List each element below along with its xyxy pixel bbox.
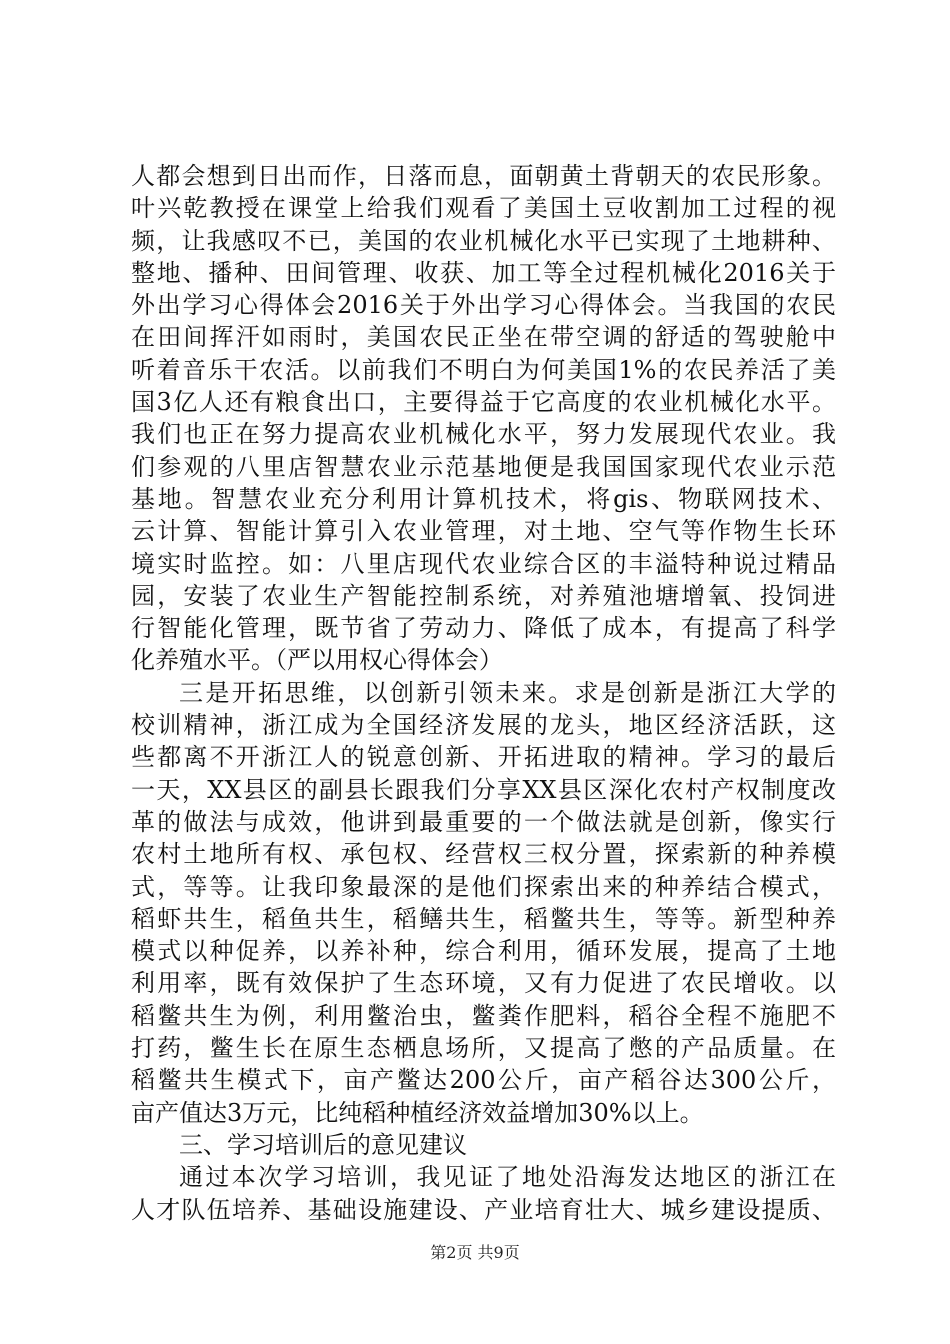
text-line: 模式以种促养，以养补种，综合利用，循环发展，提高了土地 [131,937,836,966]
text-line: 稻鳖共生为例，利用鳖治虫，鳖粪作肥料，稻谷全程不施肥不 [131,1001,836,1030]
text-line: 云计算、智能计算引入农业管理，对土地、空气等作物生长环 [131,517,836,546]
text-line: 打药，鳖生长在原生态栖息场所，又提高了憋的产品质量。在 [131,1034,836,1063]
text-line: 通过本次学习培训，我见证了地处沿海发达地区的浙江在 [179,1163,836,1192]
text-line: 外出学习心得体会2016关于外出学习心得体会。当我国的农民 [131,291,836,320]
text-line: 基地。智慧农业充分利用计算机技术，将gis、物联网技术、 [131,484,836,513]
text-line: 稻鳖共生模式下，亩产鳖达200公斤，亩产稻谷达300公斤， [131,1066,836,1095]
text-line: 行智能化管理，既节省了劳动力、降低了成本，有提高了科学 [131,614,836,643]
text-line: 我们也正在努力提高农业机械化水平，努力发展现代农业。我 [131,420,836,449]
text-line: 频，让我感叹不已，美国的农业机械化水平已实现了土地耕种、 [131,226,836,255]
text-line: 叶兴乾教授在课堂上给我们观看了美国土豆收割加工过程的视 [131,194,836,223]
text-line: 一天，XX县区的副县长跟我们分享XX县区深化农村产权制度改 [131,775,836,804]
document-body [131,160,836,1226]
text-line: 整地、播种、田间管理、收获、加工等全过程机械化2016关于 [131,258,836,287]
text-line: 们参观的八里店智慧农业示范基地便是我国国家现代农业示范 [131,452,836,481]
text-line: 化养殖水平。（严以用权心得体会） [131,646,503,675]
text-line: 利用率，既有效保护了生态环境，又有力促进了农民增收。以 [131,969,836,998]
text-line: 革的做法与成效，他讲到最重要的一个做法就是创新，像实行 [131,807,836,836]
text-line: 人都会想到日出而作，日落而息，面朝黄土背朝天的农民形象。 [131,162,836,190]
text-line: 式，等等。让我印象最深的是他们探索出来的种养结合模式， [131,872,836,901]
text-line: 亩产值达3万元，比纯稻种植经济效益增加30%以上。 [131,1098,704,1127]
text-line: 校训精神，浙江成为全国经济发展的龙头，地区经济活跃，这 [131,711,836,740]
page-number-footer: 第2页 共9页 [430,1243,520,1262]
text-line: 稻虾共生，稻鱼共生，稻鳝共生，稻鳖共生，等等。新型种养 [131,904,836,933]
text-line: 农村土地所有权、承包权、经营权三权分置，探索新的种养模 [131,840,836,869]
text-line: 些都离不开浙江人的锐意创新、开拓进取的精神。学习的最后 [131,743,836,772]
text-line: 国3亿人还有粮食出口，主要得益于它高度的农业机械化水平。 [131,388,836,417]
text-line: 三是开拓思维，以创新引领未来。求是创新是浙江大学的 [179,678,836,707]
text-line: 听着音乐干农活。以前我们不明白为何美国1%的农民养活了美 [131,355,836,384]
text-line: 人才队伍培养、基础设施建设、产业培育壮大、城乡建设提质、 [131,1195,836,1224]
text-line: 在田间挥汗如雨时，美国农民正坐在带空调的舒适的驾驶舱中 [131,323,836,352]
text-line: 境实时监控。如：八里店现代农业综合区的丰溢特种说过精品 [131,549,836,578]
text-line: 三、学习培训后的意见建议 [179,1130,467,1159]
text-line: 园，安装了农业生产智能控制系统，对养殖池塘增氧、投饲进 [131,581,836,610]
